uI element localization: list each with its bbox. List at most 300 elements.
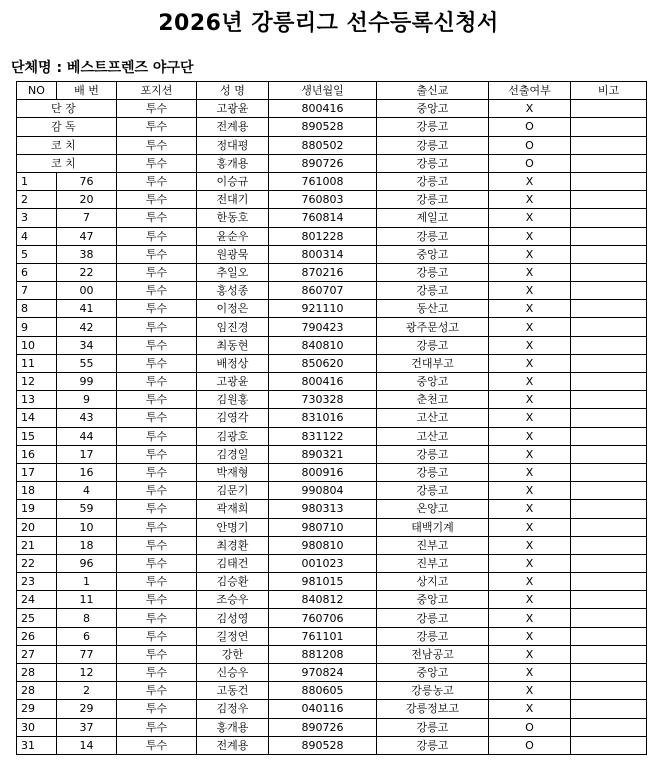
birth-cell: 800916 (269, 463, 377, 481)
birth-cell: 880502 (269, 136, 377, 154)
note-cell (571, 736, 647, 754)
pro-cell: X (489, 100, 571, 118)
name-cell: 이정은 (197, 300, 269, 318)
position-cell: 투수 (117, 427, 197, 445)
name-cell: 김성영 (197, 609, 269, 627)
note-cell (571, 354, 647, 372)
uniform-number-cell: 22 (57, 263, 117, 281)
row-number-cell: 19 (17, 500, 57, 518)
birth-cell: 840812 (269, 591, 377, 609)
birth-cell: 890321 (269, 445, 377, 463)
team-name: 단체명 : 베스트프렌즈 야구단 (11, 60, 194, 76)
pro-cell: X (489, 409, 571, 427)
row-number-cell: 5 (17, 245, 57, 263)
note-cell (571, 282, 647, 300)
name-cell: 정대평 (197, 136, 269, 154)
player-row (17, 409, 647, 427)
school-cell: 고산고 (377, 409, 489, 427)
position-cell: 투수 (117, 736, 197, 754)
player-row (17, 463, 647, 481)
name-cell: 김경일 (197, 445, 269, 463)
name-cell: 길정연 (197, 627, 269, 645)
position-cell: 투수 (117, 118, 197, 136)
school-cell: 진부고 (377, 554, 489, 572)
note-cell (571, 227, 647, 245)
uniform-number-cell: 6 (57, 627, 117, 645)
name-cell: 김태건 (197, 554, 269, 572)
school-cell: 건대부고 (377, 354, 489, 372)
birth-cell: 001023 (269, 554, 377, 572)
name-cell: 고광윤 (197, 373, 269, 391)
school-cell: 중앙고 (377, 591, 489, 609)
birth-cell: 921110 (269, 300, 377, 318)
birth-cell: 760803 (269, 191, 377, 209)
pro-cell: X (489, 682, 571, 700)
pro-cell: X (489, 209, 571, 227)
uniform-number-cell: 10 (57, 518, 117, 536)
note-cell (571, 118, 647, 136)
birth-cell: 880605 (269, 682, 377, 700)
pro-cell: X (489, 609, 571, 627)
school-cell: 중앙고 (377, 373, 489, 391)
pro-cell: X (489, 500, 571, 518)
note-cell (571, 700, 647, 718)
row-number-cell: 4 (17, 227, 57, 245)
birth-cell: 850620 (269, 354, 377, 372)
pro-cell: X (489, 172, 571, 190)
position-cell: 투수 (117, 627, 197, 645)
row-number-cell: 30 (17, 718, 57, 736)
row-number-cell: 2 (17, 191, 57, 209)
uniform-number-cell: 38 (57, 245, 117, 263)
note-cell (571, 627, 647, 645)
row-number-cell: 15 (17, 427, 57, 445)
note-cell (571, 318, 647, 336)
pro-cell: X (489, 700, 571, 718)
uniform-number-cell: 18 (57, 536, 117, 554)
note-cell (571, 263, 647, 281)
uniform-number-cell: 59 (57, 500, 117, 518)
position-cell: 투수 (117, 573, 197, 591)
pro-cell: O (489, 718, 571, 736)
school-cell: 강릉고 (377, 718, 489, 736)
note-cell (571, 591, 647, 609)
birth-cell: 981015 (269, 573, 377, 591)
player-row (17, 536, 647, 554)
pro-cell: X (489, 336, 571, 354)
pro-cell: O (489, 154, 571, 172)
school-cell: 춘천고 (377, 391, 489, 409)
note-cell (571, 100, 647, 118)
birth-cell: 760706 (269, 609, 377, 627)
position-cell: 투수 (117, 554, 197, 572)
note-cell (571, 427, 647, 445)
player-row (17, 700, 647, 718)
pro-cell: X (489, 282, 571, 300)
name-cell: 박재형 (197, 463, 269, 481)
position-cell: 투수 (117, 682, 197, 700)
row-number-cell: 18 (17, 482, 57, 500)
row-number-cell: 27 (17, 645, 57, 663)
row-number-cell: 23 (17, 573, 57, 591)
name-cell: 강한 (197, 645, 269, 663)
school-cell: 태백기계 (377, 518, 489, 536)
birth-cell: 860707 (269, 282, 377, 300)
name-cell: 조승우 (197, 591, 269, 609)
school-cell: 강릉고 (377, 609, 489, 627)
school-cell: 강릉고 (377, 172, 489, 190)
staff-row (17, 136, 647, 154)
position-cell: 투수 (117, 227, 197, 245)
school-cell: 고산고 (377, 427, 489, 445)
birth-cell: 980810 (269, 536, 377, 554)
pro-cell: X (489, 373, 571, 391)
position-cell: 투수 (117, 354, 197, 372)
uniform-number-cell: 43 (57, 409, 117, 427)
player-row (17, 336, 647, 354)
row-number-cell: 25 (17, 609, 57, 627)
uniform-number-cell: 55 (57, 354, 117, 372)
pro-cell: X (489, 354, 571, 372)
pro-cell: X (489, 445, 571, 463)
row-number-cell: 29 (17, 700, 57, 718)
position-cell: 투수 (117, 518, 197, 536)
birth-cell: 730328 (269, 391, 377, 409)
position-cell: 투수 (117, 136, 197, 154)
position-cell: 투수 (117, 245, 197, 263)
player-row (17, 373, 647, 391)
position-cell: 투수 (117, 100, 197, 118)
name-cell: 김문기 (197, 482, 269, 500)
pro-cell: X (489, 554, 571, 572)
player-row (17, 554, 647, 572)
row-number-cell: 1 (17, 172, 57, 190)
uniform-number-cell: 76 (57, 172, 117, 190)
player-row (17, 682, 647, 700)
name-cell: 김원홍 (197, 391, 269, 409)
note-cell (571, 518, 647, 536)
uniform-number-cell: 42 (57, 318, 117, 336)
row-number-cell: 7 (17, 282, 57, 300)
name-cell: 윤순우 (197, 227, 269, 245)
school-cell: 진부고 (377, 536, 489, 554)
row-number-cell: 10 (17, 336, 57, 354)
name-cell: 김승환 (197, 573, 269, 591)
row-number-cell: 14 (17, 409, 57, 427)
note-cell (571, 500, 647, 518)
birth-cell: 040116 (269, 700, 377, 718)
name-cell: 홍개용 (197, 154, 269, 172)
school-cell: 강릉고 (377, 463, 489, 481)
birth-cell: 890528 (269, 736, 377, 754)
pro-cell: X (489, 427, 571, 445)
uniform-number-cell: 1 (57, 573, 117, 591)
uniform-number-cell: 44 (57, 427, 117, 445)
note-cell (571, 536, 647, 554)
uniform-number-cell: 14 (57, 736, 117, 754)
name-cell: 고광윤 (197, 100, 269, 118)
note-cell (571, 682, 647, 700)
birth-cell: 990804 (269, 482, 377, 500)
pro-cell: O (489, 736, 571, 754)
uniform-number-cell: 7 (57, 209, 117, 227)
note-cell (571, 391, 647, 409)
position-cell: 투수 (117, 391, 197, 409)
position-cell: 투수 (117, 445, 197, 463)
pro-cell: X (489, 627, 571, 645)
pro-cell: X (489, 318, 571, 336)
school-cell: 온양고 (377, 500, 489, 518)
pro-cell: X (489, 463, 571, 481)
player-row (17, 300, 647, 318)
uniform-number-cell: 20 (57, 191, 117, 209)
row-number-cell: 17 (17, 463, 57, 481)
player-row (17, 482, 647, 500)
row-number-cell: 28 (17, 664, 57, 682)
position-cell: 투수 (117, 282, 197, 300)
row-number-cell: 13 (17, 391, 57, 409)
school-cell: 중앙고 (377, 245, 489, 263)
position-cell: 투수 (117, 318, 197, 336)
pro-cell: O (489, 118, 571, 136)
name-cell: 고동건 (197, 682, 269, 700)
player-row (17, 609, 647, 627)
uniform-number-cell: 41 (57, 300, 117, 318)
player-row (17, 591, 647, 609)
school-cell: 중앙고 (377, 664, 489, 682)
name-cell: 이승규 (197, 172, 269, 190)
school-cell: 강릉고 (377, 263, 489, 281)
name-cell: 전대기 (197, 191, 269, 209)
birth-cell: 881208 (269, 645, 377, 663)
row-number-cell: 8 (17, 300, 57, 318)
position-cell: 투수 (117, 536, 197, 554)
player-row (17, 718, 647, 736)
uniform-number-cell: 11 (57, 591, 117, 609)
player-row (17, 354, 647, 372)
row-number-cell: 26 (17, 627, 57, 645)
page-title: 2026년 강릉리그 선수등록신청서 (158, 11, 499, 36)
row-number-cell: 24 (17, 591, 57, 609)
player-row (17, 191, 647, 209)
name-cell: 신승우 (197, 664, 269, 682)
position-cell: 투수 (117, 209, 197, 227)
school-cell: 제일고 (377, 209, 489, 227)
row-number-cell: 6 (17, 263, 57, 281)
staff-role: 코 치 (17, 136, 117, 154)
uniform-number-cell: 29 (57, 700, 117, 718)
name-cell: 원광묵 (197, 245, 269, 263)
name-cell: 추일오 (197, 263, 269, 281)
birth-cell: 890726 (269, 718, 377, 736)
position-cell: 투수 (117, 300, 197, 318)
birth-cell: 800416 (269, 373, 377, 391)
player-row (17, 391, 647, 409)
position-cell: 투수 (117, 154, 197, 172)
pro-cell: X (489, 664, 571, 682)
school-cell: 강릉농고 (377, 682, 489, 700)
position-cell: 투수 (117, 645, 197, 663)
player-row (17, 664, 647, 682)
name-cell: 김광호 (197, 427, 269, 445)
staff-row (17, 100, 647, 118)
name-cell: 배정상 (197, 354, 269, 372)
pro-cell: X (489, 591, 571, 609)
note-cell (571, 664, 647, 682)
note-cell (571, 336, 647, 354)
uniform-number-cell: 8 (57, 609, 117, 627)
player-row (17, 172, 647, 190)
row-number-cell: 28 (17, 682, 57, 700)
pro-cell: O (489, 136, 571, 154)
row-number-cell: 22 (17, 554, 57, 572)
roster-body (17, 100, 647, 755)
note-cell (571, 300, 647, 318)
pro-cell: X (489, 536, 571, 554)
school-cell: 강릉고 (377, 154, 489, 172)
name-cell: 홍성종 (197, 282, 269, 300)
row-number-cell: 31 (17, 736, 57, 754)
position-cell: 투수 (117, 463, 197, 481)
note-cell (571, 136, 647, 154)
pro-cell: X (489, 263, 571, 281)
name-cell: 전계용 (197, 736, 269, 754)
name-cell: 최동현 (197, 336, 269, 354)
school-cell: 동산고 (377, 300, 489, 318)
note-cell (571, 482, 647, 500)
uniform-number-cell: 16 (57, 463, 117, 481)
name-cell: 전계용 (197, 118, 269, 136)
note-cell (571, 463, 647, 481)
position-cell: 투수 (117, 591, 197, 609)
position-cell: 투수 (117, 409, 197, 427)
row-number-cell: 3 (17, 209, 57, 227)
player-row (17, 318, 647, 336)
staff-role: 코 치 (17, 154, 117, 172)
uniform-number-cell: 17 (57, 445, 117, 463)
col-header-number: 배 번 (57, 82, 117, 100)
name-cell: 김정우 (197, 700, 269, 718)
staff-role: 감 독 (17, 118, 117, 136)
note-cell (571, 573, 647, 591)
school-cell: 전남공고 (377, 645, 489, 663)
birth-cell: 970824 (269, 664, 377, 682)
col-header-note: 비고 (571, 82, 647, 100)
player-row (17, 245, 647, 263)
pro-cell: X (489, 573, 571, 591)
position-cell: 투수 (117, 263, 197, 281)
player-row (17, 627, 647, 645)
position-cell: 투수 (117, 373, 197, 391)
row-number-cell: 9 (17, 318, 57, 336)
player-row (17, 518, 647, 536)
birth-cell: 890726 (269, 154, 377, 172)
school-cell: 강릉고 (377, 482, 489, 500)
birth-cell: 831122 (269, 427, 377, 445)
uniform-number-cell: 00 (57, 282, 117, 300)
school-cell: 강릉고 (377, 136, 489, 154)
player-row (17, 736, 647, 754)
birth-cell: 980710 (269, 518, 377, 536)
school-cell: 광주문성고 (377, 318, 489, 336)
note-cell (571, 209, 647, 227)
birth-cell: 760814 (269, 209, 377, 227)
name-cell: 곽재희 (197, 500, 269, 518)
note-cell (571, 645, 647, 663)
uniform-number-cell: 99 (57, 373, 117, 391)
birth-cell: 800416 (269, 100, 377, 118)
birth-cell: 761008 (269, 172, 377, 190)
birth-cell: 980313 (269, 500, 377, 518)
position-cell: 투수 (117, 718, 197, 736)
school-cell: 강릉고 (377, 282, 489, 300)
row-number-cell: 16 (17, 445, 57, 463)
name-cell: 한동호 (197, 209, 269, 227)
col-header-position: 포지션 (117, 82, 197, 100)
uniform-number-cell: 34 (57, 336, 117, 354)
school-cell: 강릉고 (377, 336, 489, 354)
player-row (17, 445, 647, 463)
note-cell (571, 554, 647, 572)
col-header-name: 성 명 (197, 82, 269, 100)
note-cell (571, 154, 647, 172)
note-cell (571, 373, 647, 391)
position-cell: 투수 (117, 482, 197, 500)
header-row (17, 82, 647, 100)
player-row (17, 209, 647, 227)
col-header-school: 출신교 (377, 82, 489, 100)
school-cell: 강릉고 (377, 118, 489, 136)
row-number-cell: 12 (17, 373, 57, 391)
pro-cell: X (489, 300, 571, 318)
school-cell: 중앙고 (377, 100, 489, 118)
staff-row (17, 154, 647, 172)
name-cell: 김영각 (197, 409, 269, 427)
player-row (17, 282, 647, 300)
pro-cell: X (489, 245, 571, 263)
uniform-number-cell: 12 (57, 664, 117, 682)
pro-cell: X (489, 518, 571, 536)
note-cell (571, 172, 647, 190)
position-cell: 투수 (117, 172, 197, 190)
school-cell: 강릉고 (377, 627, 489, 645)
position-cell: 투수 (117, 664, 197, 682)
uniform-number-cell: 96 (57, 554, 117, 572)
uniform-number-cell: 47 (57, 227, 117, 245)
col-header-pro: 선출여부 (489, 82, 571, 100)
uniform-number-cell: 2 (57, 682, 117, 700)
pro-cell: X (489, 482, 571, 500)
birth-cell: 840810 (269, 336, 377, 354)
school-cell: 강릉고 (377, 445, 489, 463)
row-number-cell: 20 (17, 518, 57, 536)
birth-cell: 800314 (269, 245, 377, 263)
pro-cell: X (489, 645, 571, 663)
birth-cell: 790423 (269, 318, 377, 336)
note-cell (571, 445, 647, 463)
uniform-number-cell: 9 (57, 391, 117, 409)
school-cell: 강릉고 (377, 736, 489, 754)
col-header-no: NO (17, 82, 57, 100)
roster-table (16, 81, 647, 755)
name-cell: 홍개용 (197, 718, 269, 736)
note-cell (571, 609, 647, 627)
name-cell: 안명기 (197, 518, 269, 536)
note-cell (571, 718, 647, 736)
uniform-number-cell: 77 (57, 645, 117, 663)
pro-cell: X (489, 391, 571, 409)
birth-cell: 761101 (269, 627, 377, 645)
